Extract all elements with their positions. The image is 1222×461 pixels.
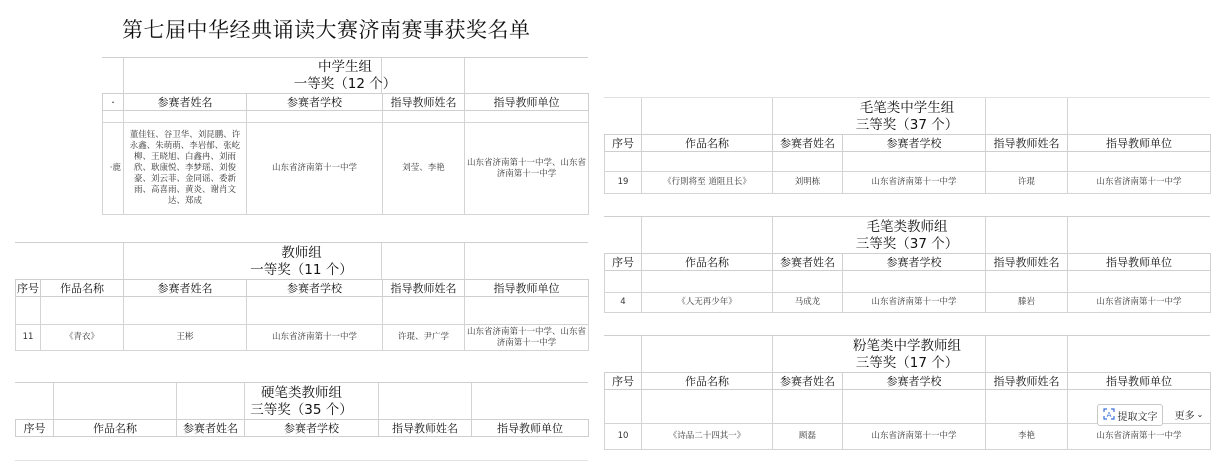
section-teacher (15, 242, 588, 348)
table-header-row (103, 94, 589, 111)
extract-text-label: 提取文字 (1117, 411, 1158, 423)
cell-seq: 4 (605, 293, 642, 313)
col-seq: 序号 (605, 373, 642, 390)
table-row (16, 325, 589, 351)
col-school: 参赛者学校 (247, 280, 383, 297)
col-teacher: 指导教师姓名 (986, 254, 1068, 271)
cell-seq: 19 (605, 172, 642, 194)
cell-teacher: 刘莹、李艳 (383, 123, 465, 215)
section-hard-pen-teacher (15, 382, 588, 435)
col-seq: 序号 (16, 280, 41, 297)
award-title: 三等奖（37 个） (855, 236, 959, 252)
table-header-row (605, 135, 1211, 152)
cell-unit: 山东省济南第十一中学、山东省济南第十一中学 (465, 123, 589, 215)
cell-teacher: 许琨 (986, 172, 1068, 194)
award-title: 三等奖（37 个） (855, 117, 959, 133)
cell-name: 马成龙 (773, 293, 843, 313)
cell-work: 《行則将至 道阻且长》 (642, 172, 773, 194)
section-brush-student (604, 97, 1210, 187)
award-table (604, 134, 1211, 194)
group-title: 毛笔类中学生组 (859, 100, 955, 116)
spacer-row (16, 297, 589, 325)
col-teacher: 指导教师姓名 (986, 135, 1068, 152)
col-work: 作品名称 (642, 254, 773, 271)
col-name: 参赛者姓名 (124, 280, 247, 297)
col-name: 参赛者姓名 (773, 135, 843, 152)
table-header-row (16, 420, 589, 437)
col-name: 参赛者姓名 (124, 94, 247, 111)
table-row (103, 123, 589, 215)
col-seq: 序号 (605, 135, 642, 152)
table-row (605, 424, 1211, 450)
col-unit: 指导教师单位 (1068, 135, 1211, 152)
col-unit: 指导教师单位 (1068, 254, 1211, 271)
cell-name: 刘明栋 (773, 172, 843, 194)
group-title: 教师组 (281, 245, 322, 261)
col-school: 参赛者学校 (843, 254, 986, 271)
chevron-down-icon: ⌄ (1196, 409, 1204, 419)
cell-unit: 山东省济南第十一中学 (1068, 424, 1211, 450)
cell-seq: 10 (605, 424, 642, 450)
section-header (15, 242, 588, 280)
cell-name: 王彬 (124, 325, 247, 351)
cell-work: 《诗品二十四其一》 (642, 424, 773, 450)
cell-name: 顾磊 (773, 424, 843, 450)
cell-school: 山东省济南第十一中学 (843, 293, 986, 313)
table-row (605, 172, 1211, 194)
cell-school: 山东省济南第十一中学 (843, 424, 986, 450)
table-header-row (16, 280, 589, 297)
section-header (604, 216, 1210, 254)
svg-text:A: A (1106, 410, 1111, 419)
spacer-row (605, 152, 1211, 172)
cell-school: 山东省济南第十一中学 (843, 172, 986, 194)
more-label: 更多 (1174, 410, 1195, 422)
group-title: 硬笔类教师组 (261, 385, 342, 401)
group-title: 毛笔类教师组 (866, 219, 948, 235)
award-title: 三等奖（17 个） (855, 355, 959, 371)
cell-trunc: ·鹿 (103, 123, 124, 215)
section-header (604, 335, 1210, 373)
col-name: 参赛者姓名 (177, 420, 245, 437)
page-title: 第七届中华经典诵读大赛济南赛事获奖名单 (122, 18, 531, 42)
section-middle-school (102, 57, 588, 206)
col-work: 作品名称 (41, 280, 124, 297)
col-name-trunc: · (103, 94, 124, 111)
col-teacher: 指导教师姓名 (986, 373, 1068, 390)
section-header (15, 382, 588, 420)
col-work: 作品名称 (642, 135, 773, 152)
group-title: 粉笔类中学教师组 (853, 338, 961, 354)
col-school: 参赛者学校 (843, 135, 986, 152)
col-work: 作品名称 (54, 420, 177, 437)
section-header (102, 57, 588, 94)
cell-work: 《青衣》 (41, 325, 124, 351)
extract-text-button[interactable] (1097, 404, 1163, 426)
cell-unit: 山东省济南第十一中学、山东省济南第十一中学 (465, 325, 589, 351)
col-school: 参赛者学校 (843, 373, 986, 390)
group-title: 中学生组 (318, 59, 372, 75)
award-table (604, 253, 1211, 313)
table-row (605, 293, 1211, 313)
col-teacher: 指导教师姓名 (383, 280, 465, 297)
award-title: 三等奖（35 个） (250, 402, 353, 418)
col-work: 作品名称 (642, 373, 773, 390)
section-brush-teacher (604, 216, 1210, 307)
cell-work: 《人无再少年》 (642, 293, 773, 313)
cell-unit: 山东省济南第十一中学 (1068, 293, 1211, 313)
col-name: 参赛者姓名 (773, 254, 843, 271)
more-menu-button[interactable] (1168, 404, 1210, 424)
cell-teacher: 许琨、尹广学 (383, 325, 465, 351)
cell-school: 山东省济南第十一中学 (247, 123, 383, 215)
cell-unit: 山东省济南第十一中学 (1068, 172, 1211, 194)
cell-teacher: 李艳 (986, 424, 1068, 450)
award-title: 一等奖（11 个） (250, 262, 353, 278)
spacer-row (605, 271, 1211, 293)
table-header-row (605, 254, 1211, 271)
col-unit: 指导教师单位 (472, 420, 589, 437)
award-table (15, 419, 589, 437)
col-school: 参赛者学校 (247, 94, 383, 111)
col-teacher: 指导教师姓名 (379, 420, 472, 437)
text-recognition-icon (1103, 408, 1115, 423)
col-seq: 序号 (605, 254, 642, 271)
col-teacher: 指导教师姓名 (383, 94, 465, 111)
award-table (15, 279, 589, 351)
spacer-row (103, 111, 589, 123)
col-unit: 指导教师单位 (1068, 373, 1211, 390)
section-header (604, 97, 1210, 135)
col-seq: 序号 (16, 420, 54, 437)
cell-names: 董佳钰、谷卫华、刘昆鹏、许永鑫、朱萌萌、李岩郁、张屹柳、王晓旭、白鑫冉、刘雨欣、耿康悦、李梦瑶、刘俊豪、刘云菲、金同谣、委新雨、高喜雨、黄炎、谢肖文达、郑成 (124, 123, 247, 215)
award-table (102, 93, 589, 215)
cell-teacher: 滕岩 (986, 293, 1068, 313)
table-header-row (605, 373, 1211, 390)
cell-seq: 11 (16, 325, 41, 351)
cell-school: 山东省济南第十一中学 (247, 325, 383, 351)
col-name: 参赛者姓名 (773, 373, 843, 390)
award-title: 一等奖（12 个） (293, 76, 397, 92)
col-unit: 指导教师单位 (465, 94, 589, 111)
col-unit: 指导教师单位 (465, 280, 589, 297)
col-school: 参赛者学校 (245, 420, 379, 437)
